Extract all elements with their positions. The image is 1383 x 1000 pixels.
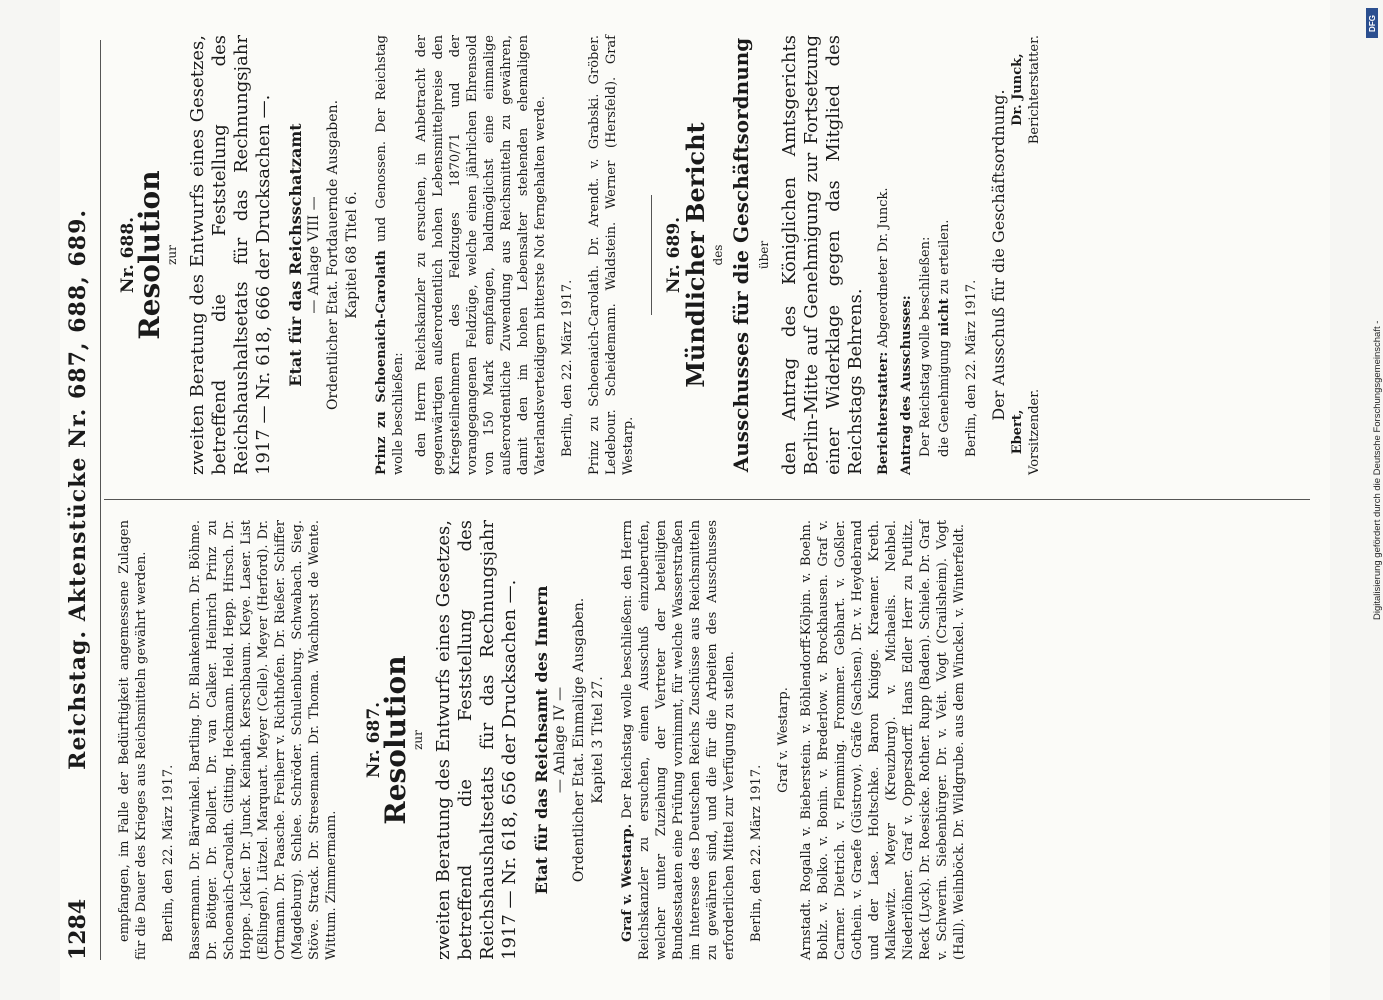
motion-text: Der Reichstag wolle beschließen: den Herrn Reichskanzler zu ersuchen, einen Ausschuß einzuberufen, welcher unter Zuziehung der Vertreter der beteiligten Bundesstaaten eine Prüfung vornimmt, für welche Wasserstraßen im Interesse des Deutschen Reichs Zuschüsse aus Reichsmitteln zu gewähren sind, und die für die Arbeiten des Ausschusses erforderlichen Mittel zur Verfügung zu stellen. (620, 520, 737, 960)
document-title: Resolution (133, 170, 166, 340)
dfg-logo (1366, 8, 1378, 38)
signatures (1009, 35, 1043, 475)
antrag-line-1: Der Reichstag wolle beschließen: (918, 236, 933, 457)
motion-author: Prinz zu Schoenaich-Carolath (374, 250, 389, 475)
date-line: Berlin, den 22. März 1917. (749, 764, 764, 942)
document-title: Resolution (379, 655, 412, 825)
document-description: zweiten Beratung des Entwurfs eines Gesetzes, betreffend die Feststellung des Reichshaushaltsetats für das Rechnungsjahr 1917 — Nr. 618, 656 der Drucksachen —. (433, 520, 520, 960)
chair-signature (1009, 389, 1043, 475)
antrag-heading (898, 35, 915, 475)
etat-title: Etat für das Reichsamt des Innern (532, 585, 551, 895)
document-title: Mündlicher Bericht (681, 122, 710, 388)
signers-list: Bassermann. Dr. Bärwinkel. Bartling. Dr. Blankenhorn. Dr. Böhme. Dr. Böttger. Dr. Bollert. Dr. van Calker. Heinrich Prinz zu Schoenaich-Carolath. Gitting. Heckmann. Held. Hepp. Hirsch. Dr. Hoppe. Jckler. Dr. Junck. Keinath. Kerschbaum. Kleye. Laser. List (Eßlingen). Lützel. Marquart. Meyer (Celle). Meyer (Herford). Dr. Ortmann. Dr. Paasche. Freiherr v. Richthofen. Dr. Rießer. Schiffer (Magdeburg). Schlee. Schröder. Schulenburg. Schwabach. Sieg. Stöve. Strack. Dr. Stresemann. Dr. Thoma. Wachhorst de Wente. Wittum. Zimmermann. (188, 520, 339, 960)
etat-chapter: Kapitel 3 Titel 27. (590, 676, 606, 804)
date-line: Berlin, den 22. März 1917. (161, 764, 176, 942)
chair-role: Vorsitzender. (1027, 388, 1042, 475)
document-description: den Antrag des Königlichen Amtsgerichts Berlin-Mitte auf Genehmigung zur Fortsetzung einer Widerklage gegen das Mitglied des Reichstags Behrens. (779, 35, 866, 475)
document-number: Nr. 688. (118, 216, 138, 294)
etat-chapter: Kapitel 68 Titel 6. (344, 191, 360, 319)
reporter-line (875, 35, 892, 475)
etat-budget: Ordentlicher Etat. Einmalige Ausgaben. (571, 597, 587, 883)
signers-list: Prinz zu Schoenaich-Carolath. Dr. Arendt. v. Grabski. Gröber. Ledebour. Scheidemann. Waldstein. Werner (Hersfeld). Graf Westarp. (587, 35, 636, 475)
digitization-credit: Digitalisierung gefördert durch die Deutsche Forschungsgemeinschaft - (1372, 320, 1383, 620)
zur-label: zur (411, 730, 425, 750)
document-page (60, 0, 1330, 1000)
etat-annex: — Anlage IV — (552, 686, 568, 794)
motion-intro (373, 35, 407, 475)
etat-annex: — Anlage VIII — (306, 196, 322, 314)
running-title: Reichstag. Aktenstücke Nr. 687, 688, 689. (65, 208, 91, 770)
antrag-text-end: zu erteilen. (937, 219, 952, 295)
motion-rest: und Genossen. Der Reichstag wolle beschließen: (374, 35, 406, 475)
intro-text: empfangen, im Falle der Bedürftigkeit angemessene Zulagen für die Dauer des Krieges aus Reichsmitteln gewährt werden. (117, 520, 149, 960)
page-number: 1284 (65, 898, 91, 960)
des-label: des (711, 244, 725, 266)
signers-list: Arnstadt. Rogalla v. Bieberstein. v. Böhlendorff-Kölpin. v. Boehn. Bohlz. v. Bolko. v. Bonin. v. Brederlow. v. Brockhausen. Graf v. Carmer. Dietrich. v. Flemming. Frommer. Gebhart. v. Goßler. Gothein. v. Graefe (Güstrow). Gräfe (Sachsen). Dr. v. Heydebrand und der Lase. Holtschke. Baron Knigge. Kraemer. Kreth. Malkewitz. Meyer (Kreuzburg). v. Michaelis. Nehbel. Niederlöhner. Graf v. Oppersdorff. Hans Edler Herr zu Putlitz. Reck (Lyck). Dr. Roesicke. Rother. Rupp (Baden). Schiele. Dr. Graf v. Schwerin. Siebenbürger. Dr. v. Veit. Vogt (Crailsheim). Vogt (Hall). Weilnböck. Dr. Wildgrube. aus dem Winckel. v. Winterfeldt. (799, 520, 967, 960)
motion-author: Graf v. Westarp. (620, 823, 635, 942)
page-header (60, 40, 96, 960)
closing-line: Der Ausschuß für die Geschäftsordnung. (989, 89, 1008, 421)
antrag-label: Antrag des Ausschusses: (899, 295, 914, 475)
signature-name: Graf v. Westarp. (776, 687, 791, 793)
antrag-nicht: nicht (937, 298, 952, 337)
chair-name: Ebert, (1010, 409, 1025, 455)
motion-text: den Herrn Reichskanzler zu ersuchen, in Anbetracht der gegenwärtigen außerordentlich hohen Lebensmittelpreise den Kriegsteilnehmern des Feldzuges 1870/71 und der vorangegangenen Feldzüge, welche einen jährlichen Ehrensold von 150 Mark empfangen, baldmöglichst eine einmalige außerordentliche Zuwendung aus Reichsmitteln zu gewähren, damit den im hohen Lebensalter stehenden ehemaligen Vaterlandsverteidigern bitterste Not ferngehalten werde. (414, 35, 548, 475)
date-line: Berlin, den 22. März 1917. (560, 279, 575, 457)
etat-budget: Ordentlicher Etat. Fortdauernde Ausgaben. (325, 99, 341, 411)
document-number: Nr. 687. (364, 701, 384, 779)
zur-label: zur (165, 245, 179, 265)
committee-title: Ausschusses für die Geschäftsordnung (729, 37, 753, 473)
antrag-line-2 (936, 35, 953, 475)
reporter-label: Berichterstatter: (876, 351, 891, 475)
document-description: zweiten Beratung des Entwurfs eines Gesetzes, betreffend die Feststellung des Reichshaushaltsetats für das Rechnungsjahr 1917 — Nr. 618, 666 der Drucksachen —. (187, 35, 274, 475)
reporter-name: Abgeordneter Dr. Junck. (876, 187, 891, 348)
motion-paragraph (619, 520, 738, 960)
column-rule (104, 499, 1310, 500)
antrag-text: die Genehmigung (937, 340, 952, 457)
rep-role: Berichterstatter. (1027, 35, 1042, 145)
rep-name: Dr. Junck, (1010, 53, 1025, 126)
left-column (116, 520, 978, 960)
ueber-label: über (757, 240, 771, 270)
etat-title: Etat für das Reichsschatzamt (286, 123, 305, 387)
dfg-logo-text: DFG (1367, 14, 1377, 32)
document-number: Nr. 689. (664, 216, 684, 294)
section-separator (651, 195, 652, 315)
date-line: Berlin, den 22. März 1917. (964, 279, 979, 457)
header-rule (100, 40, 101, 960)
reporter-signature (1009, 35, 1043, 144)
right-column (116, 35, 1043, 475)
